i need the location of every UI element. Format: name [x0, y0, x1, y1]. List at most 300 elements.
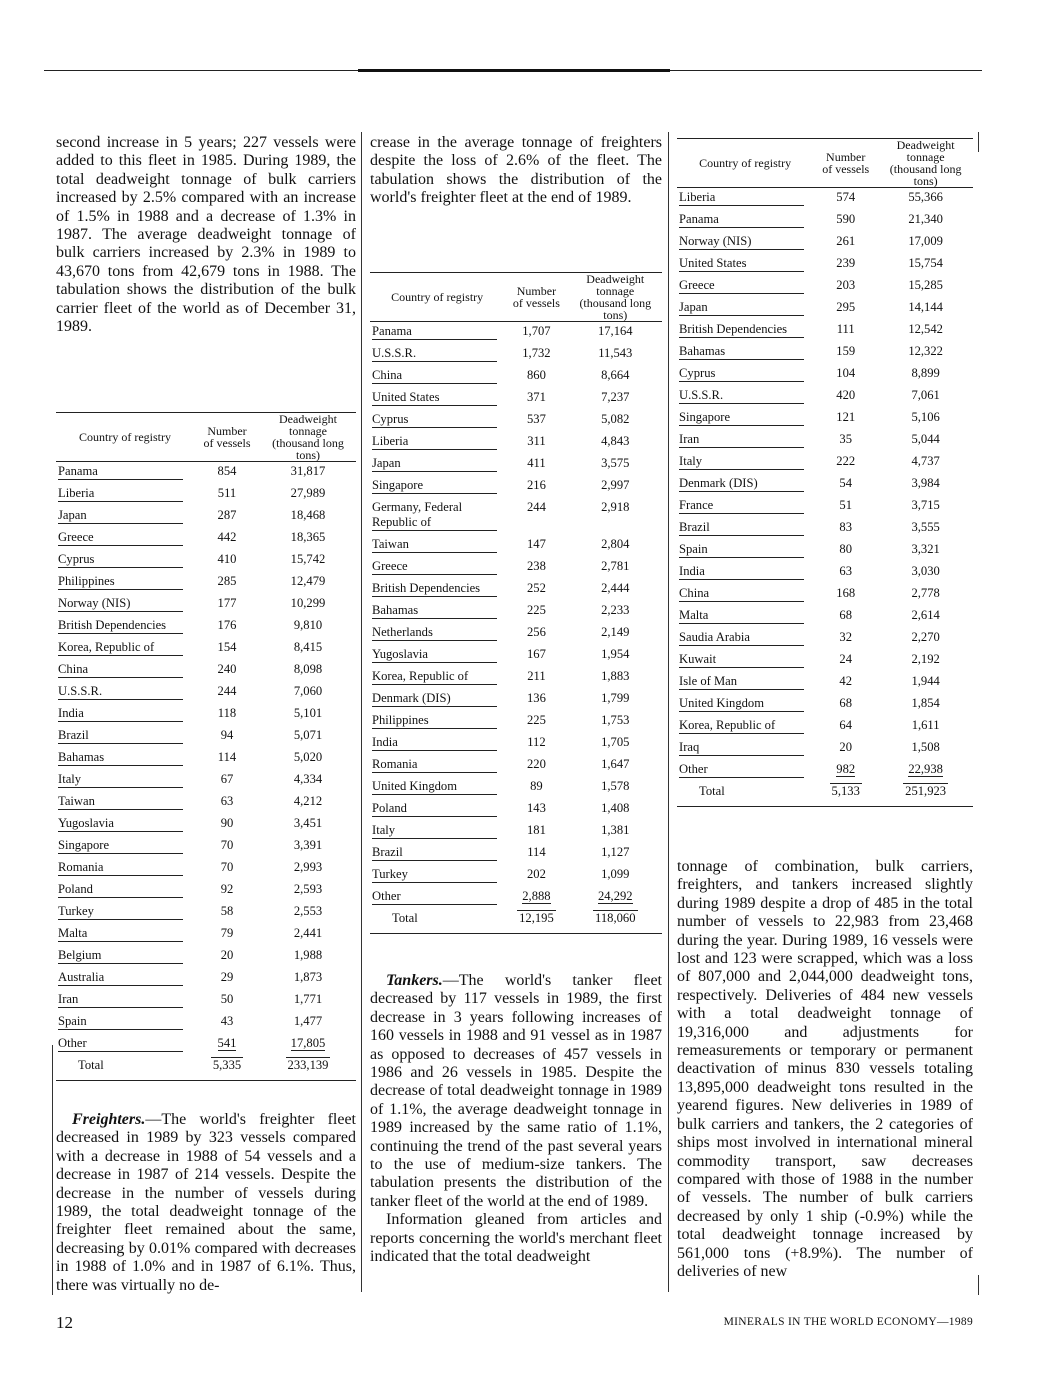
page-number: 12	[56, 1313, 73, 1332]
tonnage-cell: 3,030	[911, 564, 940, 578]
table-row	[677, 716, 973, 738]
vessels-cell: 24	[839, 652, 852, 666]
table-row	[56, 836, 356, 858]
vessels-cell: 70	[220, 860, 234, 874]
table-row	[56, 990, 356, 1012]
tonnage-cell: 5,071	[293, 728, 323, 742]
country-cell: India	[370, 733, 504, 755]
table-total-row	[56, 1056, 356, 1077]
country-cell: Italy	[56, 770, 194, 792]
tonnage-cell: 31,817	[290, 464, 326, 478]
country-cell: France	[677, 496, 813, 518]
tonnage-cell: 2,553	[293, 904, 323, 918]
tonnage-cell: 7,237	[601, 390, 630, 404]
country-cell: Other	[56, 1034, 194, 1056]
total-tonnage: 251,923	[905, 784, 947, 798]
country-cell: Greece	[56, 528, 194, 550]
vessels-cell: 92	[220, 882, 234, 896]
tonnage-cell: 12,542	[908, 322, 943, 336]
freighter-table	[370, 272, 662, 934]
table-row	[677, 562, 973, 584]
table-row	[56, 572, 356, 594]
country-cell: Kuwait	[677, 650, 813, 672]
vessels-cell: 54	[839, 476, 852, 490]
vessels-cell: 70	[220, 838, 234, 852]
country-cell: Greece	[370, 557, 504, 579]
top-rule-accent	[358, 69, 670, 72]
column-rule-outer-right	[978, 132, 979, 152]
header-country: Country of registry	[56, 413, 194, 462]
table-row	[370, 322, 662, 345]
vessels-cell: 121	[836, 410, 856, 424]
tonnage-cell: 17,164	[597, 324, 633, 338]
tonnage-cell: 2,781	[601, 559, 630, 573]
table-row	[370, 579, 662, 601]
table-row	[56, 902, 356, 924]
tonnage-cell: 7,060	[293, 684, 323, 698]
tonnage-cell: 1,611	[911, 718, 940, 732]
vessels-cell: 311	[527, 434, 546, 448]
column-rule-outer-left	[52, 1045, 53, 1295]
vessels-cell: 244	[526, 500, 546, 514]
table-row	[56, 484, 356, 506]
country-cell: Brazil	[677, 518, 813, 540]
table-row	[370, 645, 662, 667]
table-row	[677, 188, 973, 211]
vessels-cell: 537	[526, 412, 546, 426]
table-row	[56, 924, 356, 946]
vessels-cell: 168	[836, 586, 856, 600]
country-cell: India	[677, 562, 813, 584]
table-row	[677, 298, 973, 320]
tonnage-cell: 15,285	[908, 278, 943, 292]
vessels-cell: 43	[220, 1014, 234, 1028]
tonnage-cell: 17,805	[290, 1036, 326, 1050]
tanker-table-body	[677, 188, 973, 807]
tonnage-cell: 2,918	[601, 500, 630, 514]
vessels-cell: 63	[839, 564, 852, 578]
vessels-cell: 20	[839, 740, 852, 754]
country-cell: Netherlands	[370, 623, 504, 645]
country-cell: British Dependencies	[370, 579, 504, 601]
tonnage-cell: 14,144	[908, 300, 943, 314]
tonnage-cell: 24,292	[597, 889, 633, 903]
vessels-cell: 143	[526, 801, 546, 815]
table-row	[56, 968, 356, 990]
country-cell: Poland	[56, 880, 194, 902]
country-cell: Cyprus	[56, 550, 194, 572]
vessels-cell: 136	[526, 691, 546, 705]
tonnage-cell: 17,009	[908, 234, 943, 248]
tonnage-cell: 8,098	[293, 662, 323, 676]
country-cell: British Dependencies	[56, 616, 194, 638]
country-cell: Norway (NIS)	[677, 232, 813, 254]
table-row	[677, 452, 973, 474]
country-cell: Singapore	[370, 476, 504, 498]
tonnage-cell: 5,101	[293, 706, 323, 720]
vessels-cell: 220	[526, 757, 546, 771]
vessels-cell: 211	[527, 669, 546, 683]
tankers-paragraph: —The world's tanker fleet decreased by 117 vessels in 1989, the first decrease in 3 years following increases of 160 vessels in 1988 and 91 vessel as in 1987 as opposed to decreases of 457 vessels in 1986 and 26 vessels in 1985. Despite the decrease of total deadweight tonnage in 1989 of 1.1%, the average deadweight tonnage in 1989 increased by the same ratio of 1.1%, continuing the trend of the past several years to the use of medium-size tankers. The tabulation presents the distribution of the tanker fleet of the world at the end of 1989.	[370, 972, 662, 1210]
tonnage-cell: 2,444	[601, 581, 630, 595]
table-row	[370, 410, 662, 432]
table-row	[370, 843, 662, 865]
tankers-section	[370, 972, 662, 1267]
freighters-section	[56, 1111, 356, 1295]
table-row	[677, 694, 973, 716]
table-row	[370, 344, 662, 366]
vessels-cell: 1,707	[522, 324, 551, 338]
total-vessels: 5,335	[212, 1058, 242, 1072]
tonnage-cell: 12,479	[290, 574, 326, 588]
table-row	[56, 506, 356, 528]
column-middle	[370, 134, 662, 208]
tanker-table	[677, 138, 973, 807]
vessels-cell: 68	[839, 608, 852, 622]
country-cell: Iraq	[677, 738, 813, 760]
vessels-cell: 111	[836, 322, 855, 336]
vessels-cell: 20	[220, 948, 234, 962]
country-cell: Cyprus	[677, 364, 813, 386]
vessels-cell: 295	[836, 300, 856, 314]
table-row	[677, 254, 973, 276]
tonnage-cell: 2,233	[601, 603, 630, 617]
vessels-cell: 590	[836, 212, 856, 226]
vessels-cell: 80	[839, 542, 852, 556]
table-row	[56, 792, 356, 814]
country-cell: Japan	[370, 454, 504, 476]
vessels-cell: 244	[217, 684, 237, 698]
vessels-cell: 240	[217, 662, 237, 676]
country-cell: China	[56, 660, 194, 682]
country-cell: Romania	[56, 858, 194, 880]
column-right	[677, 858, 973, 1281]
table-row	[56, 704, 356, 726]
tonnage-cell: 1,799	[601, 691, 630, 705]
bulk-table-body	[56, 462, 356, 1081]
tonnage-cell: 2,997	[601, 478, 630, 492]
header-vessels: Number of vessels	[194, 413, 260, 462]
vessels-cell: 982	[836, 762, 856, 776]
vessels-cell: 176	[217, 618, 237, 632]
table-row	[677, 430, 973, 452]
vessels-cell: 420	[836, 388, 856, 402]
table-row	[56, 814, 356, 836]
tonnage-cell: 8,664	[601, 368, 630, 382]
country-cell: Iran	[677, 430, 813, 452]
country-cell: Spain	[56, 1012, 194, 1034]
tonnage-cell: 2,270	[911, 630, 940, 644]
table-row	[370, 711, 662, 733]
tonnage-cell: 1,944	[911, 674, 940, 688]
country-cell: Other	[370, 887, 504, 909]
header-country: Country of registry	[370, 273, 504, 322]
bulk-intro-paragraph: second increase in 5 years; 227 vessels were added to this fleet in 1985. During 1989, the total deadweight tonnage of bulk carriers increased by 2.5% compared with an increase of 1.5% in 1988 and a decrease of 1.3% in 1987. The average deadweight tonnage of bulk carriers increased by 2.3% in 1989 to 43,670 tons from 42,679 tons in 1988. The tabulation shows the distribution of the bulk carrier fleet of the world as of December 31, 1989.	[56, 134, 356, 336]
tonnage-cell: 5,082	[601, 412, 630, 426]
vessels-cell: 58	[220, 904, 234, 918]
country-cell: Yugoslavia	[370, 645, 504, 667]
tonnage-cell: 3,451	[293, 816, 323, 830]
table-row	[677, 474, 973, 496]
vessels-cell: 854	[217, 464, 237, 478]
table-row	[370, 498, 662, 535]
table-row	[677, 210, 973, 232]
tonnage-cell: 4,737	[911, 454, 940, 468]
vessels-cell: 50	[220, 992, 234, 1006]
header-vessels: Number of vessels	[504, 273, 568, 322]
country-cell: Denmark (DIS)	[370, 689, 504, 711]
table-row	[56, 594, 356, 616]
tonnage-cell: 15,754	[908, 256, 943, 270]
tonnage-cell: 5,106	[911, 410, 940, 424]
tonnage-cell: 2,149	[601, 625, 630, 639]
table-row	[677, 386, 973, 408]
country-cell: Turkey	[56, 902, 194, 924]
table-row	[370, 476, 662, 498]
table-row	[677, 408, 973, 430]
tonnage-cell: 2,593	[293, 882, 323, 896]
vessels-cell: 860	[526, 368, 546, 382]
country-cell: India	[56, 704, 194, 726]
information-paragraph: Information gleaned from articles and reports concerning the world's merchant fleet indicated that the total deadweight	[370, 1211, 662, 1266]
tonnage-cell: 8,899	[911, 366, 940, 380]
country-cell: Iran	[56, 990, 194, 1012]
country-cell: Bahamas	[370, 601, 504, 623]
country-cell: Japan	[677, 298, 813, 320]
table-row	[677, 606, 973, 628]
tonnage-cell: 1,508	[911, 740, 940, 754]
total-vessels: 5,133	[831, 784, 860, 798]
table-row	[56, 770, 356, 792]
table-total-row	[370, 909, 662, 930]
table-row	[56, 660, 356, 682]
running-title: MINERALS IN THE WORLD ECONOMY—1989	[723, 1316, 973, 1328]
country-cell: Saudia Arabia	[677, 628, 813, 650]
table-row	[56, 1012, 356, 1034]
vessels-cell: 159	[836, 344, 856, 358]
table-row	[370, 865, 662, 887]
table-row	[56, 946, 356, 968]
table-row	[370, 623, 662, 645]
freighters-heading: Freighters.	[72, 1111, 146, 1128]
table-row	[677, 364, 973, 386]
total-label: Total	[392, 911, 418, 925]
vessels-cell: 203	[836, 278, 856, 292]
table-row	[370, 535, 662, 557]
vessels-cell: 371	[526, 390, 546, 404]
tonnage-cell: 8,415	[293, 640, 323, 654]
column-left	[56, 134, 356, 336]
country-cell: United Kingdom	[677, 694, 813, 716]
vessels-cell: 2,888	[522, 889, 551, 903]
tonnage-cell: 9,810	[293, 618, 323, 632]
tonnage-cell: 2,192	[911, 652, 940, 666]
table-row	[56, 682, 356, 704]
table-row	[56, 528, 356, 550]
country-cell: Italy	[677, 452, 813, 474]
vessels-cell: 252	[526, 581, 546, 595]
total-tonnage: 118,060	[595, 911, 636, 925]
vessels-cell: 114	[527, 845, 546, 859]
tonnage-cell: 1,477	[293, 1014, 323, 1028]
vessels-cell: 64	[839, 718, 852, 732]
tonnage-cell: 4,843	[601, 434, 630, 448]
vessels-cell: 63	[220, 794, 234, 808]
tonnage-cell: 1,854	[911, 696, 940, 710]
country-cell: Belgium	[56, 946, 194, 968]
vessels-cell: 51	[839, 498, 852, 512]
tonnage-cell: 4,212	[293, 794, 323, 808]
country-cell: Australia	[56, 968, 194, 990]
vessels-cell: 511	[217, 486, 237, 500]
tonnage-cell: 21,340	[908, 212, 943, 226]
table-row	[370, 366, 662, 388]
country-cell: Isle of Man	[677, 672, 813, 694]
header-vessels: Number of vessels	[813, 139, 878, 188]
table-row	[677, 738, 973, 760]
country-cell: Denmark (DIS)	[677, 474, 813, 496]
tonnage-cell: 5,020	[293, 750, 323, 764]
country-cell: U.S.S.R.	[677, 386, 813, 408]
table-row	[677, 276, 973, 298]
vessels-cell: 154	[217, 640, 237, 654]
vessels-cell: 181	[526, 823, 546, 837]
tonnage-cell: 2,804	[601, 537, 630, 551]
tonnage-cell: 1,381	[601, 823, 630, 837]
tonnage-cell: 27,989	[290, 486, 326, 500]
tankers-heading: Tankers.	[386, 972, 443, 989]
vessels-cell: 216	[526, 478, 546, 492]
tonnage-cell: 1,578	[601, 779, 630, 793]
country-cell: Germany, Federal Republic of	[370, 498, 504, 535]
total-label: Total	[78, 1058, 104, 1072]
tonnage-cell: 22,938	[908, 762, 943, 776]
country-cell: British Dependencies	[677, 320, 813, 342]
vessels-cell: 574	[836, 190, 856, 204]
country-cell: Bahamas	[56, 748, 194, 770]
table-row	[677, 672, 973, 694]
tonnage-cell: 1,127	[601, 845, 630, 859]
country-cell: Liberia	[677, 188, 813, 211]
tonnage-cell: 3,984	[911, 476, 940, 490]
country-cell: Singapore	[677, 408, 813, 430]
vessels-cell: 29	[220, 970, 234, 984]
country-cell: United States	[370, 388, 504, 410]
header-tonnage: Deadweight tonnage (thousand long tons)	[569, 273, 662, 322]
table-row	[370, 755, 662, 777]
country-cell: Malta	[677, 606, 813, 628]
country-cell: Greece	[677, 276, 813, 298]
vessels-cell: 112	[527, 735, 546, 749]
country-cell: Japan	[56, 506, 194, 528]
tonnage-cell: 2,778	[911, 586, 940, 600]
tonnage-cell: 2,441	[293, 926, 323, 940]
vessels-cell: 67	[220, 772, 234, 786]
column-rule-outer-right-bottom	[978, 1275, 979, 1295]
tonnage-cell: 1,988	[293, 948, 323, 962]
table-row	[56, 616, 356, 638]
tonnage-cell: 1,771	[293, 992, 323, 1006]
vessels-cell: 238	[526, 559, 546, 573]
table-row	[370, 667, 662, 689]
table-row	[370, 777, 662, 799]
country-cell: Panama	[677, 210, 813, 232]
table-row	[677, 518, 973, 540]
freighter-intro-paragraph: crease in the average tonnage of freighters despite the loss of 2.6% of the fleet. The tabulation shows the distribution of the world's freighter fleet at the end of 1989.	[370, 134, 662, 207]
table-row	[370, 432, 662, 454]
country-cell: China	[370, 366, 504, 388]
country-cell: Norway (NIS)	[56, 594, 194, 616]
tonnage-cell: 3,715	[911, 498, 940, 512]
vessels-cell: 287	[217, 508, 237, 522]
table-row	[370, 454, 662, 476]
country-cell: U.S.S.R.	[370, 344, 504, 366]
country-cell: Romania	[370, 755, 504, 777]
vessels-cell: 202	[526, 867, 546, 881]
tonnage-cell: 10,299	[290, 596, 326, 610]
table-row	[370, 601, 662, 623]
table-row	[677, 232, 973, 254]
country-cell: Other	[677, 760, 813, 782]
table-row	[56, 1034, 356, 1056]
vessels-cell: 222	[836, 454, 856, 468]
country-cell: United States	[677, 254, 813, 276]
table-row	[370, 388, 662, 410]
tonnage-cell: 2,993	[293, 860, 323, 874]
column-rule-left	[361, 132, 362, 1292]
vessels-cell: 83	[839, 520, 852, 534]
tonnage-cell: 3,321	[911, 542, 940, 556]
country-cell: Taiwan	[370, 535, 504, 557]
country-cell: Poland	[370, 799, 504, 821]
country-cell: Brazil	[370, 843, 504, 865]
tonnage-cell: 12,322	[908, 344, 943, 358]
tonnage-cell: 3,555	[911, 520, 940, 534]
table-row	[56, 880, 356, 902]
tonnage-cell: 1,647	[601, 757, 630, 771]
table-row	[677, 342, 973, 364]
country-cell: Spain	[677, 540, 813, 562]
tonnage-cell: 55,366	[908, 190, 943, 204]
country-cell: Italy	[370, 821, 504, 843]
bulk-carrier-table	[56, 412, 356, 1081]
vessels-cell: 225	[526, 603, 546, 617]
total-tonnage: 233,139	[287, 1058, 329, 1072]
country-cell: Malta	[56, 924, 194, 946]
tonnage-cell: 1,954	[601, 647, 630, 661]
freighters-paragraph: —The world's freighter fleet decreased in 1989 by 323 vessels compared with a decrease in 1988 of 54 vessels and a decrease in 1987 of 214 vessels. Despite the decrease in the number of vessels during 1989, the total deadweight tonnage of the freighter fleet remained about the same, decreasing by 0.01% compared with decreases in 1988 of 1.0% and in 1987 of 6.1%. Thus, there was virtually no de-	[56, 1111, 356, 1294]
vessels-cell: 225	[526, 713, 546, 727]
tonnage-cell: 1,099	[601, 867, 630, 881]
table-row	[677, 584, 973, 606]
tonnage-cell: 18,365	[290, 530, 326, 544]
country-cell: Korea, Republic of	[370, 667, 504, 689]
table-row	[56, 462, 356, 485]
country-cell: Brazil	[56, 726, 194, 748]
country-cell: China	[677, 584, 813, 606]
freighter-table-body	[370, 322, 662, 934]
vessels-cell: 90	[220, 816, 234, 830]
vessels-cell: 411	[527, 456, 546, 470]
vessels-cell: 239	[836, 256, 856, 270]
country-cell: Taiwan	[56, 792, 194, 814]
vessels-cell: 68	[839, 696, 852, 710]
table-row	[370, 557, 662, 579]
country-cell: Liberia	[370, 432, 504, 454]
country-cell: Philippines	[370, 711, 504, 733]
vessels-cell: 177	[217, 596, 237, 610]
table-row	[677, 540, 973, 562]
